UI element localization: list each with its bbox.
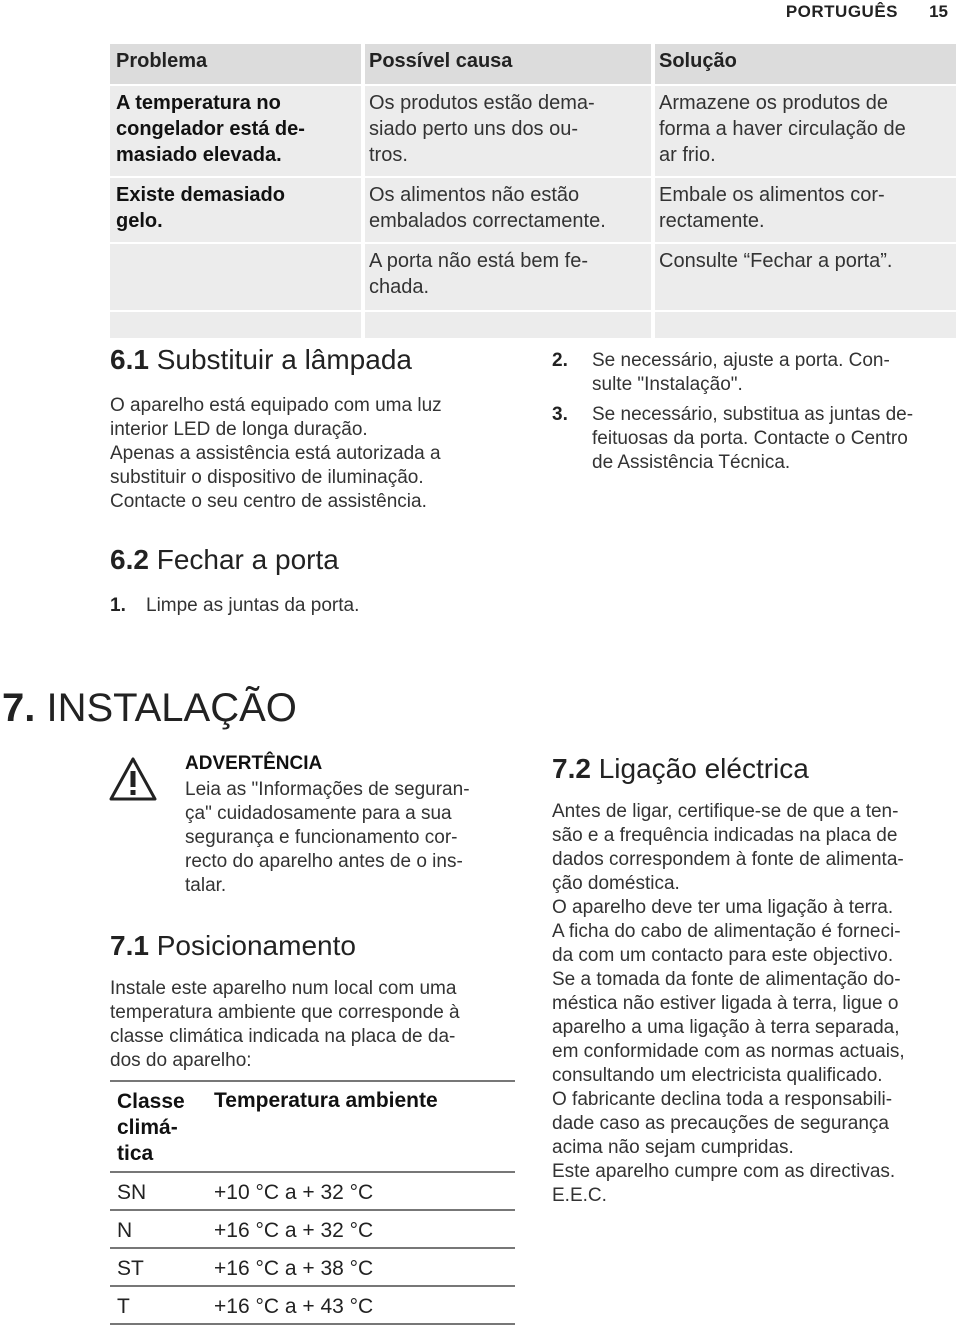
header-solution: Solução — [659, 50, 737, 72]
header-class: Classe climá- tica — [117, 1090, 185, 1165]
cause-cell: Os alimentos não estão embalados correctamente. — [369, 184, 606, 232]
section-6-1-heading: 6.1 Substituir a lâmpada — [110, 344, 412, 375]
table-row: N +16 °C a + 32 °C — [110, 1211, 515, 1249]
header-temperature: Temperatura ambiente — [214, 1089, 438, 1112]
solution-cell: Consulte “Fechar a porta”. — [659, 250, 893, 272]
step-3: 3. Se necessário, substitua as juntas de- feituosas da porta. Contacte o Centro de Assistência Técnica. — [552, 404, 914, 473]
warning-text: Leia as "Informações de seguran- ça" cuidadosamente para a sua segurança e funcionamento cor- recto do aparelho antes de o ins- talar. — [185, 779, 470, 896]
step-1: 1. Limpe as juntas da porta. — [110, 595, 360, 616]
climate-table-header — [110, 1081, 515, 1173]
problem-cell: A temperatura no congelador está de- masiado elevada. — [116, 92, 305, 166]
chapter-7-heading: 7. INSTALAÇÃO — [2, 686, 297, 730]
table-row: T +16 °C a + 43 °C — [110, 1287, 515, 1325]
table-row — [110, 86, 956, 176]
warning-triangle-icon — [108, 756, 158, 802]
table-row: ST +16 °C a + 38 °C — [110, 1249, 515, 1287]
section-6-2-heading: 6.2 Fechar a porta — [110, 544, 339, 575]
table-row — [110, 244, 956, 310]
step-2: 2. Se necessário, ajuste a porta. Con- sulte "Instalação". — [552, 350, 890, 395]
cause-cell: A porta não está bem fe- chada. — [369, 250, 589, 298]
problem-cell: Existe demasiado gelo. — [116, 184, 285, 232]
table-header-row — [110, 44, 956, 84]
section-7-1-text: Instale este aparelho num local com uma temperatura ambiente que corresponde à classe climática indicada na placa de da- dos do aparelho: — [110, 978, 460, 1071]
solution-cell: Embale os alimentos cor- rectamente. — [659, 184, 885, 232]
cause-cell: Os produtos estão dema- siado perto uns dos ou- tros. — [369, 92, 595, 166]
section-7-1-heading: 7.1 Posicionamento — [110, 930, 356, 961]
page-language: PORTUGUÊS — [785, 2, 898, 21]
warning-title: ADVERTÊNCIA — [185, 753, 323, 774]
problem-cell — [110, 244, 363, 310]
section-7-2-heading: 7.2 Ligação eléctrica — [552, 753, 809, 784]
table-empty-row — [110, 312, 956, 338]
table-row: SN +10 °C a + 32 °C — [110, 1173, 515, 1211]
section-7-2-text: Antes de ligar, certifique-se de que a ten- são e a frequência indicadas na placa de dados correspondem à fonte de alimenta- ção doméstica. O aparelho deve ter uma ligação à terra. A ficha do cabo de alimentação é forneci- da com um contacto para este objectivo. Se a tomada da fonte de alimentação do- méstica não estiver ligada à terra, ligue o aparelho a uma ligação à terra separada, em conformidade com as normas actuais, consultando um electricista qualificado. O fabricante declina toda a responsabili- dade caso as precauções de segurança acima não sejam cumpridas. Este aparelho cumpre com as directivas. E.E.C. — [552, 801, 905, 1206]
section-6-1-text: O aparelho está equipado com uma luz interior LED de longa duração. Apenas a assistência está autorizada a substituir o dispositivo de iluminação. Contacte o seu centro de assistência. — [110, 395, 442, 512]
header-cause: Possível causa — [369, 50, 513, 72]
page-number: 15 — [929, 2, 948, 21]
header-problem: Problema — [116, 50, 208, 72]
table-row — [110, 178, 956, 242]
solution-cell: Armazene os produtos de forma a haver circulação de ar frio. — [659, 92, 906, 166]
